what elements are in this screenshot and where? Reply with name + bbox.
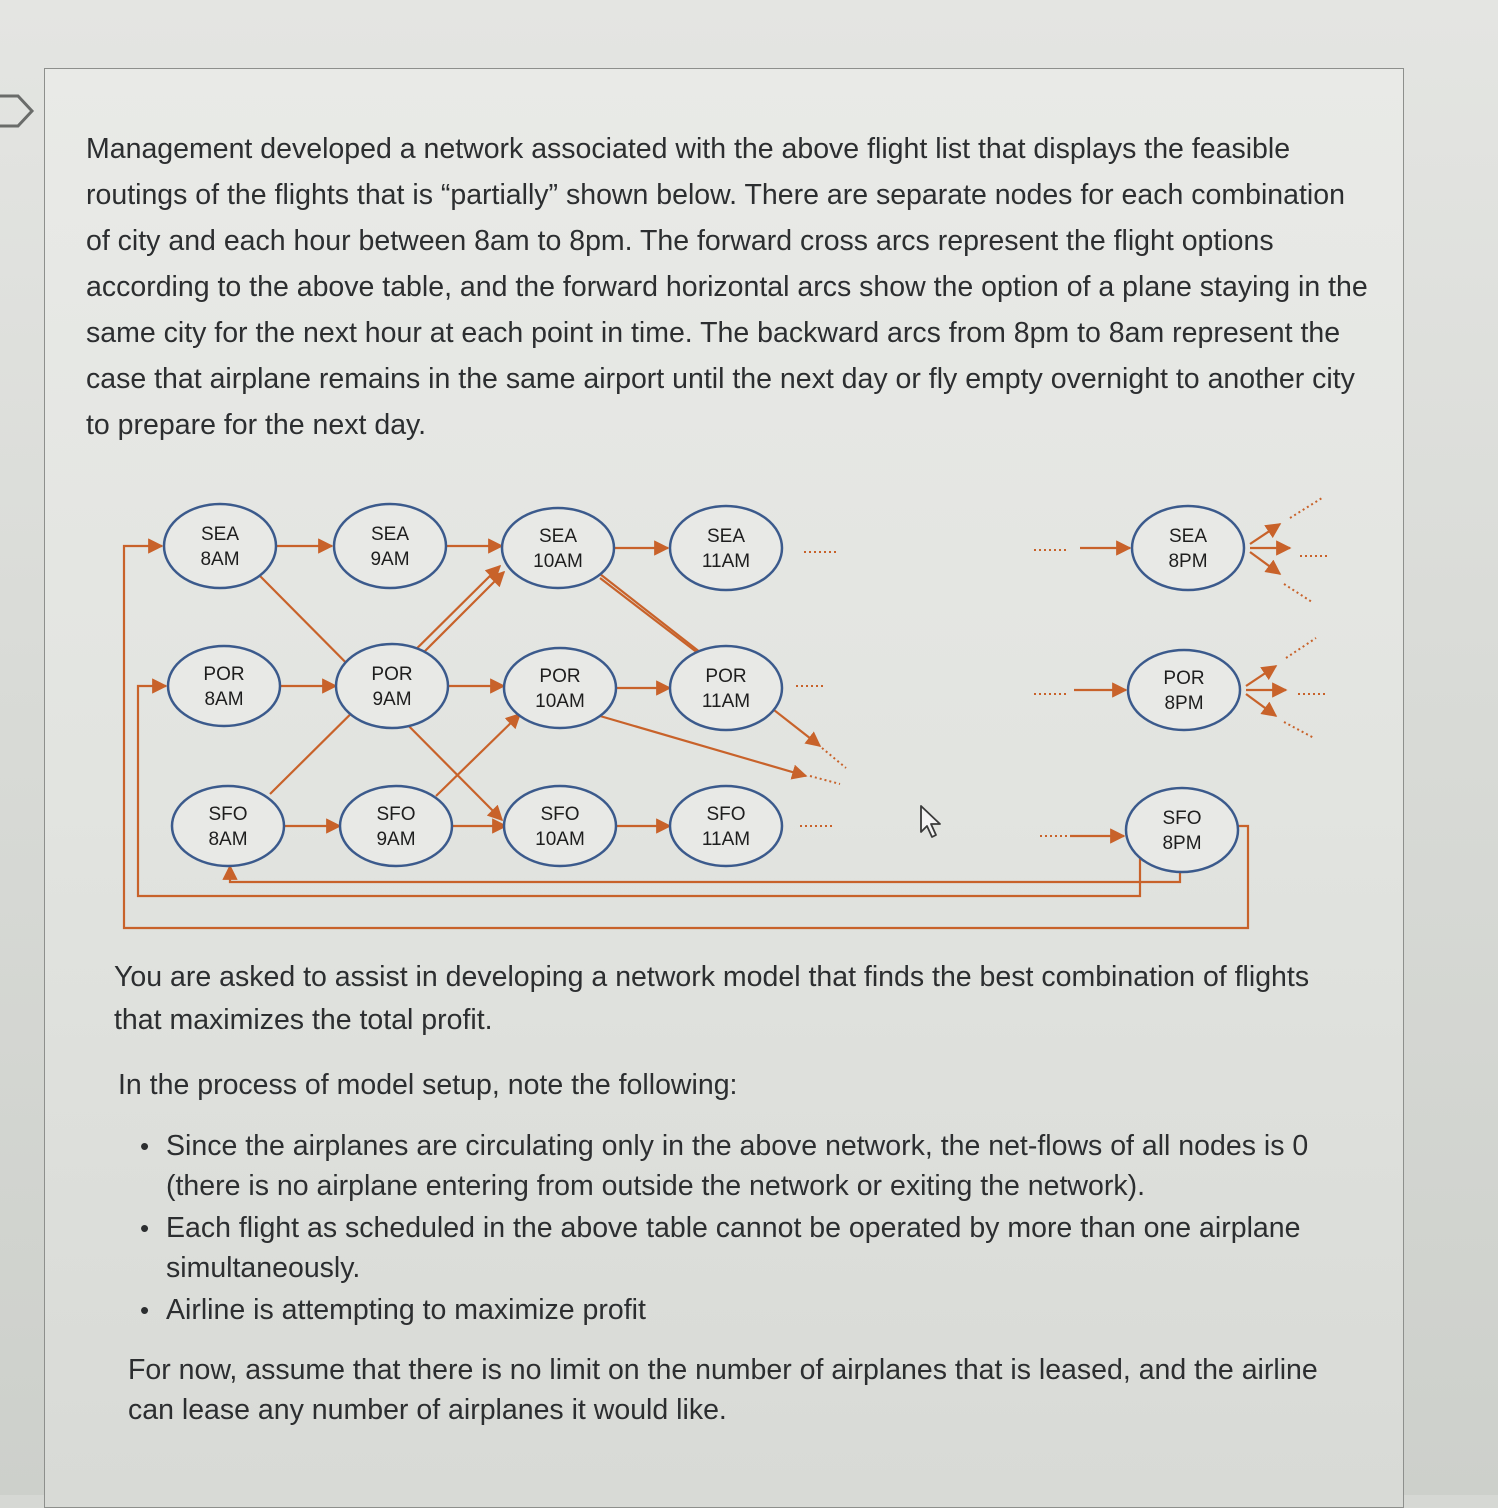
note-intro: In the process of model setup, note the following:	[118, 1069, 738, 1101]
list-item	[140, 1126, 1320, 1206]
node-city: SEA	[706, 526, 746, 547]
node-time: 9AM	[370, 549, 410, 570]
dots	[810, 776, 840, 784]
node-ellipse	[670, 646, 782, 730]
node-time: 10AM	[535, 829, 585, 850]
node-time: 11AM	[701, 691, 751, 712]
node-ellipse	[504, 786, 616, 866]
node-time: 10AM	[535, 691, 585, 712]
notes-list	[140, 1126, 1320, 1332]
node-city: POR	[539, 666, 581, 687]
dots	[1286, 638, 1316, 658]
node-time: 8AM	[204, 689, 244, 710]
dots	[1284, 722, 1314, 738]
node-city: SFO	[1162, 808, 1202, 829]
node-city: POR	[371, 664, 413, 685]
node-city: SFO	[540, 804, 580, 825]
node-time: 8PM	[1164, 693, 1204, 714]
node-city: POR	[705, 666, 747, 687]
arc	[416, 572, 504, 660]
intro-paragraph: Management developed a network associated with the above flight list that displays the feasible routings of the flights that is “partially” shown below. There are separate nodes for each combination of city and each hour between 8am to 8pm. The forward cross arcs represent the flight options according to the above table, and the forward horizontal arcs show the option of a plane staying in the same city for the next hour at each point in time. The backward arcs from 8pm to 8am represent the case that airplane remains in the same airport until the next day or fly empty overnight to another city to prepare for the next day.	[86, 133, 1368, 441]
mouse-cursor-icon	[918, 804, 946, 840]
arc	[1250, 552, 1280, 574]
node-city: SFO	[376, 804, 416, 825]
list-item-text: Since the airplanes are circulating only in the above network, the net-flows of all nodes is 0 (there is no airplane entering from outside the network or exiting the network).	[166, 1130, 1309, 1202]
arc	[138, 686, 1144, 896]
lease-paragraph: For now, assume that there is no limit on the number of airplanes that is leased, and the airline can lease any number of airplanes it would like.	[128, 1354, 1318, 1426]
node-ellipse	[172, 786, 284, 866]
list-item	[140, 1290, 1320, 1330]
arc	[1246, 666, 1276, 686]
list-item-text: Airline is attempting to maximize profit	[166, 1294, 646, 1326]
node-city: SEA	[538, 526, 578, 547]
node-time: 9AM	[372, 689, 412, 710]
node-city: POR	[203, 664, 245, 685]
node-time: 8AM	[200, 549, 240, 570]
node-ellipse	[334, 504, 446, 588]
node-ellipse	[168, 646, 280, 726]
ask-paragraph: You are asked to assist in developing a network model that finds the best combination of flights that maximizes the total profit.	[114, 961, 1310, 1036]
arc	[124, 546, 1248, 928]
continuation-dots	[796, 498, 1328, 836]
node-city: SEA	[370, 524, 410, 545]
node-time: 11AM	[701, 829, 751, 850]
node-time: 9AM	[376, 829, 416, 850]
list-item-text: Each flight as scheduled in the above table cannot be operated by more than one airplane simultaneously.	[166, 1212, 1301, 1284]
node-ellipse	[336, 644, 448, 728]
bullet-icon: •	[140, 1295, 150, 1325]
node-ellipse	[164, 504, 276, 588]
node-city: SFO	[208, 804, 248, 825]
bullet-icon: •	[140, 1131, 150, 1161]
flight-network-diagram	[100, 490, 1340, 940]
list-item	[140, 1208, 1320, 1288]
dots	[1290, 498, 1322, 518]
bullet-icon: •	[140, 1213, 150, 1243]
arc	[1250, 524, 1280, 544]
node-city: SEA	[1168, 526, 1208, 547]
node-ellipse	[504, 648, 616, 728]
node-time: 10AM	[533, 551, 583, 572]
chevron-right-icon[interactable]	[0, 88, 40, 134]
node-time: 11AM	[701, 551, 751, 572]
node-city: POR	[1163, 668, 1205, 689]
node-city: SEA	[200, 524, 240, 545]
arc	[1246, 694, 1276, 716]
node-ellipse	[670, 506, 782, 590]
node-ellipse	[1128, 650, 1240, 730]
node-ellipse	[670, 786, 782, 866]
arc	[230, 862, 1180, 882]
node-ellipse	[340, 786, 452, 866]
node-ellipse	[1126, 788, 1238, 872]
node-city: SFO	[706, 804, 746, 825]
dots	[822, 748, 846, 768]
dots	[1284, 584, 1312, 602]
node-time: 8AM	[208, 829, 248, 850]
node-ellipse	[1132, 506, 1244, 590]
node-ellipse	[502, 508, 614, 588]
node-time: 8PM	[1162, 833, 1202, 854]
node-time: 8PM	[1168, 551, 1208, 572]
arc	[436, 714, 520, 796]
